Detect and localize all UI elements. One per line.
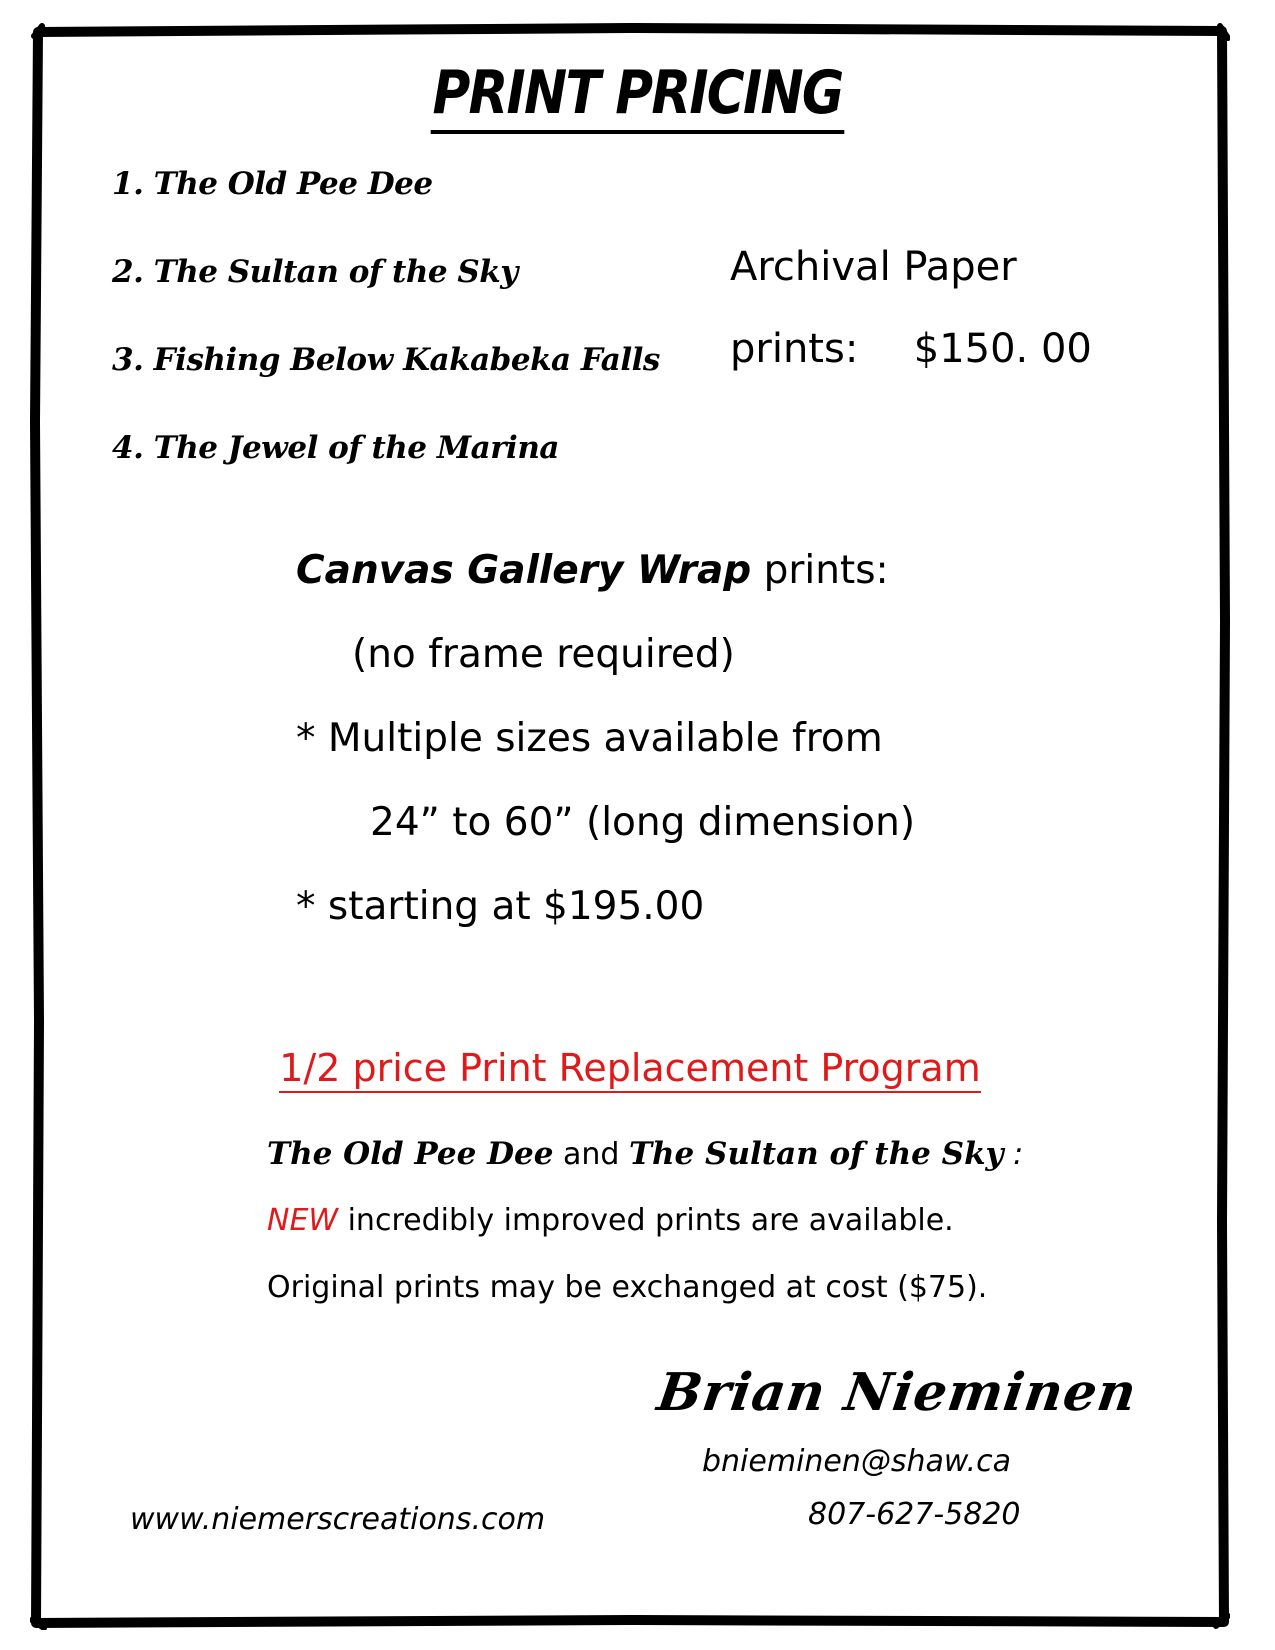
canvas-heading-bold: Canvas Gallery Wrap [296,548,752,593]
replacement-new-line [267,1203,954,1238]
contact-email[interactable]: bnieminen@shaw.ca [702,1444,1011,1479]
replacement-title-a: The Old Pee Dee [267,1136,554,1172]
canvas-heading [296,548,889,593]
canvas-heading-rest: prints: [751,548,889,593]
page-title: PRINT PRICING [89,58,1186,128]
print-item-3: 3. Fishing Below Kakabeka Falls [112,342,660,378]
signature-name: Brian Nieminen [653,1362,1141,1423]
print-item-4: 4. The Jewel of the Marina [112,430,559,466]
replacement-exchange-line: Original prints may be exchanged at cost ($75). [267,1270,988,1305]
canvas-starting-price: * starting at $195.00 [296,884,705,929]
archival-prints-label: prints: [730,326,859,372]
replacement-and: and [553,1137,629,1172]
replacement-colon: : [1003,1137,1024,1172]
new-badge: NEW [267,1203,339,1238]
canvas-sizes-line1: * Multiple sizes available from [296,716,883,761]
replacement-title-b: The Sultan of the Sky [628,1136,1004,1172]
archival-price-line [730,326,1092,372]
contact-phone: 807-627-5820 [808,1497,1021,1532]
archival-paper-label: Archival Paper [730,244,1017,290]
print-item-1: 1. The Old Pee Dee [112,166,433,202]
canvas-frame-note: (no frame required) [352,632,735,677]
replacement-heading: 1/2 price Print Replacement Program [0,1046,1260,1090]
canvas-sizes-line2: 24” to 60” (long dimension) [370,800,916,845]
archival-price: $150. 00 [913,326,1092,372]
website-link[interactable]: www.niemerscreations.com [130,1502,546,1537]
replacement-titles-line [267,1136,1023,1172]
print-item-2: 2. The Sultan of the Sky [112,254,518,290]
replacement-new-text: incredibly improved prints are available. [338,1203,954,1238]
